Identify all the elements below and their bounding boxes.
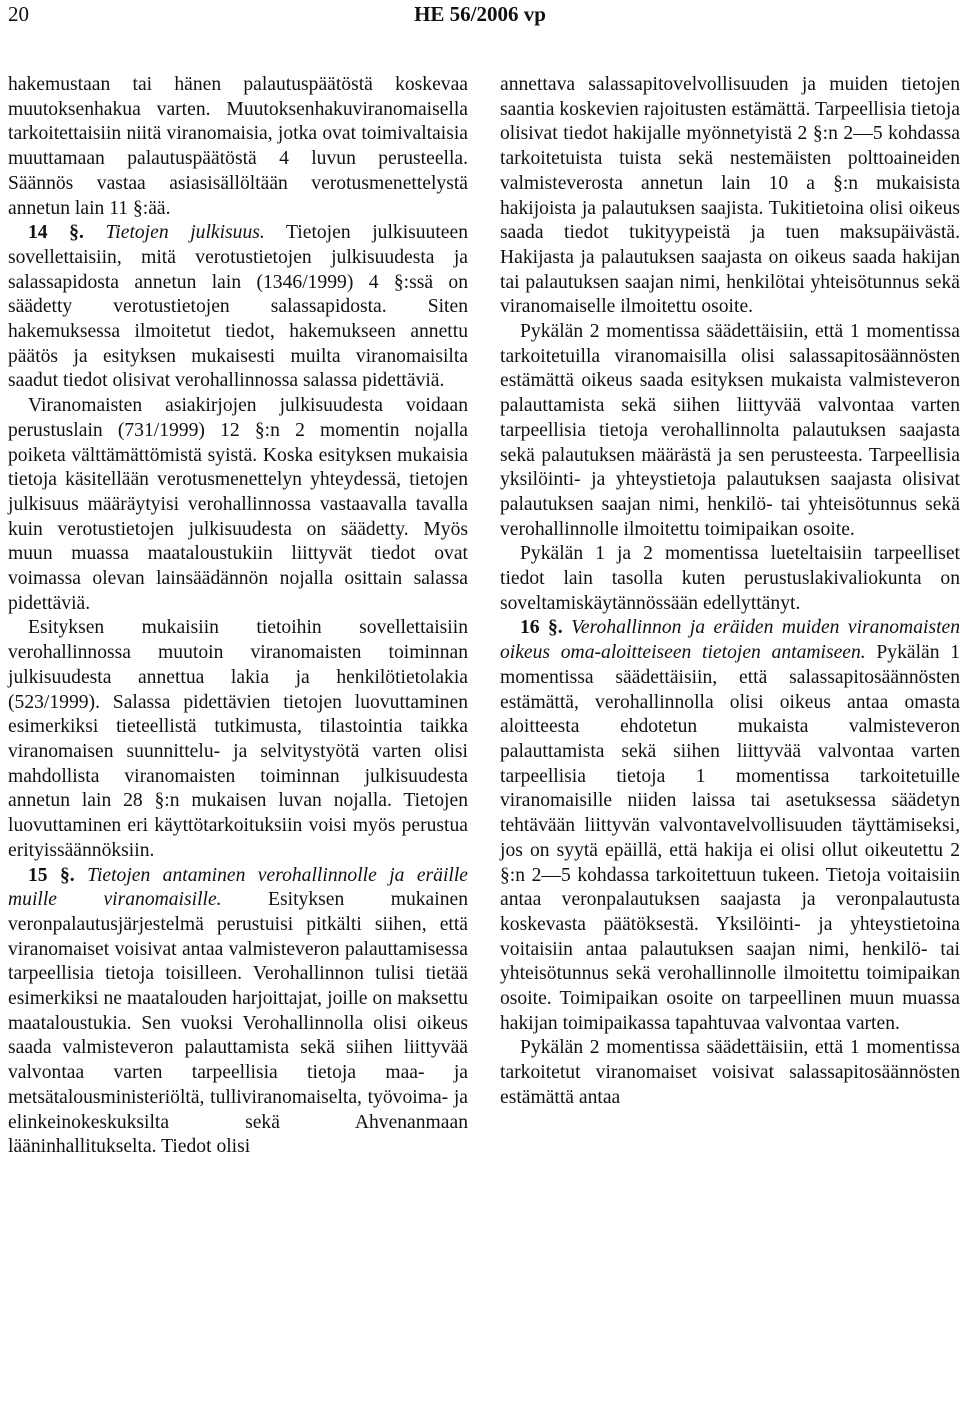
paragraph: annettava salassapitovelvollisuuden ja muiden tietojen saantia koskevien rajoitusten estämättä. Tarpeellisia tietoja olisivat tiedot hakijalle myönnetyistä 2 §:n 2—5 kohdassa tarkoitetuista tuista sekä nestemäisten polttoaineiden valmisteverosta annetun lain 10 a §:n mukaisista hakijoista ja palautuksen saajista. Tukitietoina olisi oikeus saada tiedot tukityypeistä ja tuen maksupäivästä. Hakijasta ja palautuksen saajasta on oikeus saada hakijan tai palautuksen saajan nimi, henkilötai yhteisötunnus sekä viranomaiselle ilmoitettu osoite. [500, 74, 960, 318]
paragraph: Viranomaisten asiakirjojen julkisuudesta voidaan perustuslain (731/1999) 12 §:n 2 momentin nojalla poiketa välttämättömistä syistä. Koska esityksen mukaisia tietoja käsitellään verotusmenettelyn yhteydessä, tietojen julkisuus määräytyisi verohallinnossa vastaavalla tavalla kuin verotustietojen julkisuudesta on säädetty. Myös muun muassa maataloustukiin liittyvät tiedot ovat voimassa olevan lainsäädännön nojalla osittain salassa pidettäviä. [8, 395, 468, 614]
paragraph: Esityksen mukaisiin tietoihin sovellettaisiin verohallinnossa muutoin viranomaisten toiminnan julkisuudesta annettua lakia ja henkilötietolakia (523/1999). Salassa pidettävien tietojen luovuttaminen esimerkiksi tieteellistä tutkimusta, tilastointia taikka viranomaisen suunnittelu- ja selvitystyötä varten olisi mahdollista viranomaisten toiminnan julkisuudesta annetun lain 28 §:n mukaisen luvan nojalla. Tietojen luovuttaminen eri käyttötarkoituksiin voisi myös perustua erityissäännöksiin. [8, 617, 468, 861]
section-14-paragraph [8, 221, 468, 394]
section-text: Esityksen mukainen veronpalautusjärjestelmä perustuisi pitkälti siihen, että viranomaiset voisivat antaa valmisteveron palauttamisessa tarpeellisia tietoja toisilleen. Verohallinnon tulisi tietää esimerkiksi ne maatalouden harjoittajat, joille on maksettu maataloustukia. Sen vuoksi Verohallinnolla olisi oikeus saada valmisteveron palauttamista sekä siihen liittyvää valvontaa varten tarpeellisia tietoja maa- ja metsätalousministeriöltä, tulliviranomaiselta, työvoima- ja elinkeinokeskuksilta sekä Ahvenanmaan lääninhallitukselta. Tiedot olisi [8, 889, 468, 1158]
paragraph: Pykälän 2 momentissa säädettäisiin, että 1 momentissa tarkoitetut viranomaiset voisivat salassapitosäännösten estämättä antaa [500, 1037, 960, 1108]
section-title: Tietojen antaminen verohallinnolle ja eräille muille viranomaisille. [8, 864, 468, 911]
page-number: 20 [8, 2, 29, 26]
section-number: 16 §. [520, 617, 563, 639]
section-title: Verohallinnon ja eräiden muiden viranomaisten oikeus oma-aloitteiseen tietojen antamiseen. [500, 617, 960, 664]
paragraph: Pykälän 1 ja 2 momentissa lueteltaisiin tarpeelliset tiedot lain tasolla kuten perustuslakivaliokunta on soveltamiskäytännössään edellyttänyt. [500, 543, 960, 614]
left-column [8, 73, 468, 1160]
section-title: Tietojen julkisuus. [105, 222, 265, 244]
document-id: HE 56/2006 vp [414, 2, 546, 26]
section-text: Tietojen julkisuuteen sovellettaisiin, mitä verotustietojen julkisuudesta ja salassapidosta annetun lain (1346/1999) 4 §:ssä on säädetty verotustietojen salassapidosta. Siten hakemuksessa ilmoitetut tiedot, hakemukseen annettu päätös ja esityksen mukaisesti muilta viranomaisilta saadut tiedot olisivat verohallinnossa salassa pidettäviä. [8, 222, 468, 392]
section-number: 14 §. [28, 222, 84, 244]
page-header [0, 0, 960, 36]
section-15-paragraph [8, 864, 468, 1160]
section-number: 15 §. [28, 864, 75, 886]
right-column [500, 73, 960, 1111]
section-text: Pykälän 1 momentissa säädettäisiin, että salassapitosäännösten estämättä, verohallinnolla olisi oikeus antaa omasta aloitteesta ehdotetun mukaista valmisteveron palauttamista sekä siihen liittyvää valvontaa varten tarpeellisia tietoja 1 momentissa tarkoitetuille viranomaisille niiden laissa tai asetuksessa säädetyn tehtävään liittyvän valvontavelvollisuuden täyttämiseksi, jos on syytä epäillä, että hakija ei olisi ollut oikeutettu 2 §:n 2—5 kohdassa tarkoitettuun tukeen. Tietoja voitaisiin antaa veronpalautuksen saajasta ja veronpalautusta koskevasta päätöksestä. Yksilöinti- ja yhteystietoina voitaisiin antaa palautuksen saajan nimi, henkilö- tai yhteisötunnus sekä verohallinnolle ilmoitettu toimipaikan osoite. Toimipaikan osoite on tarpeellinen muun muassa hakijan toimipaikassa tapahtuvaa valvontaa varten. [500, 642, 960, 1034]
paragraph: hakemustaan tai hänen palautuspäätöstä koskevaa muutoksenhakua varten. Muutoksenhakuviranomaisella tarkoitettaisiin niitä viranomaisia, jotka ovat toimivaltaisia muuttamaan palautuspäätöstä 4 luvun perusteella. Säännös vastaa asiasisällöltään verotusmenettelystä annetun lain 11 §:ää. [8, 74, 468, 219]
section-16-paragraph [500, 616, 960, 1036]
paragraph: Pykälän 2 momentissa säädettäisiin, että 1 momentissa tarkoitetuilla viranomaisilla olisi salassapitosäännösten estämättä oikeus saada esityksen mukaista valmisteveron palauttamista sekä siihen liittyvää valvontaa varten tarpeellisia tietoja verohallinnolta palautuksen saajasta sekä palautuksen määrästä ja sen perusteesta. Tarpeellisia yksilöinti- ja yhteystietoja palautuksen saajasta olisivat palautuksen saajan nimi, henkilö- tai yhteisötunnus sekä verohallinnolle ilmoitettu toimipaikan osoite. [500, 321, 960, 540]
